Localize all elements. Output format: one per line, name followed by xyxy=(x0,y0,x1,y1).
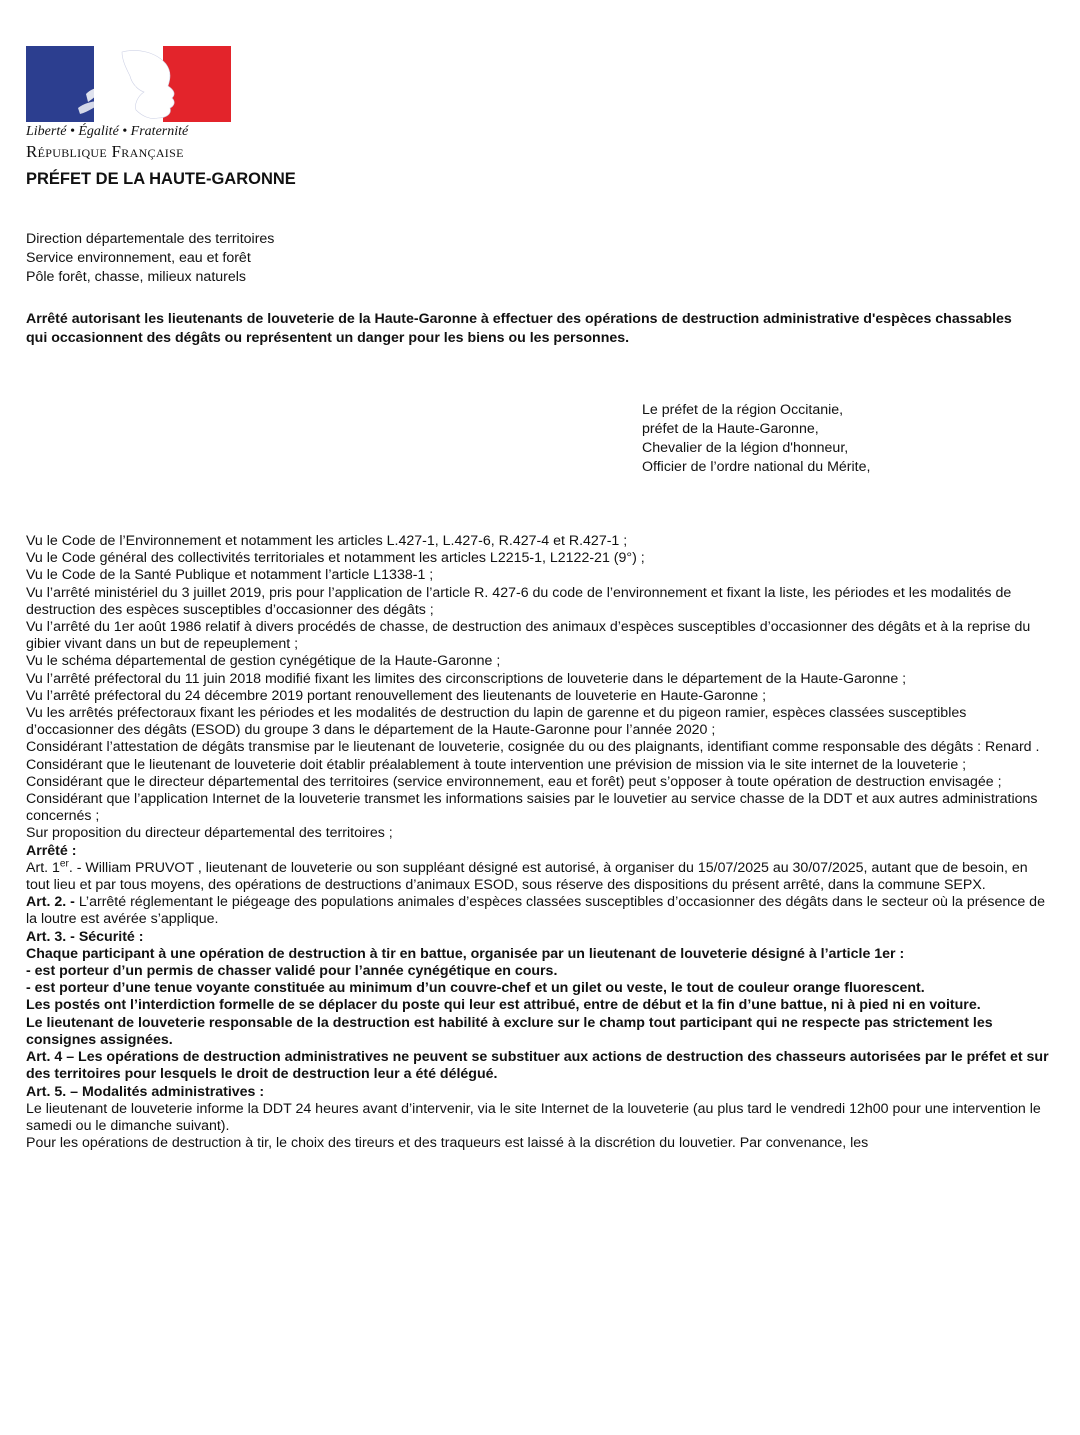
visa-paragraph: Vu les arrêtés préfectoraux fixant les périodes et les modalités de destruction du lapin de garenne et du pigeon ramier, espèces classées susceptibles d’occasionner des dégâts (ESOD) du groupe 3 dans le département de la Haute-Garonne pour l’année 2020 ; xyxy=(26,705,967,739)
republic-motto: Liberté • Égalité • Fraternité xyxy=(26,124,189,139)
signatory-line: Officier de l’ordre national du Mérite, xyxy=(642,459,871,475)
article-2-text: L’arrêté réglementant le piégeage des populations animales d’espèces classées susceptibles d’occasionner des dégâts dans le secteur où la présence de la loutre est avérée s’applique. xyxy=(26,894,1045,928)
service-line: Direction départementale des territoires xyxy=(26,231,275,247)
article-5-paragraph: Pour les opérations de destruction à tir, le choix des tireurs et des traqueurs est laissé à la discrétion du louvetier. Par convenance, les xyxy=(26,1135,869,1152)
visa-paragraph: Considérant que le directeur départemental des territoires (service environnement, eau et forêt) peut s’opposer à toute opération de destruction envisagée ; xyxy=(26,773,1002,790)
article-3-line: - est porteur d’une tenue voyante constituée au minimum d’un couvre-chef et un gilet ou veste, le tout de couleur orange fluorescent. xyxy=(26,980,925,997)
article-5-paragraph: Le lieutenant de louveterie informe la DDT 24 heures avant d’intervenir, via le site Internet de la louveterie (au plus tard le vendredi 12h00 pour une intervention le samedi ou le dimanche suivant). xyxy=(26,1100,1041,1134)
signatory-line: Chevalier de la légion d'honneur, xyxy=(642,440,849,456)
visa-paragraph: Vu le schéma départemental de gestion cynégétique de la Haute-Garonne ; xyxy=(26,653,501,670)
article-2-label: Art. 2. - xyxy=(26,894,75,911)
article-3-label: Art. 3. - Sécurité : xyxy=(26,928,144,945)
marianne-logo-icon xyxy=(26,46,231,122)
article-3-line: Les postés ont l’interdiction formelle de se déplacer du poste qui leur est attribué, entre de début et la fin d’une battue, ni à pied ni en voiture. xyxy=(26,997,981,1014)
visa-paragraph: Considérant l’attestation de dégâts transmise par le lieutenant de louveterie, cosignée du ou des plaignants, identifiant comme responsable des dégâts : Renard . xyxy=(26,739,1040,756)
visa-paragraph: Vu l’arrêté préfectoral du 24 décembre 2019 portant renouvellement des lieutenants de louveterie en Haute-Garonne ; xyxy=(26,687,767,704)
signatory-line: Le préfet de la région Occitanie, xyxy=(642,402,844,418)
visa-paragraph: Vu l’arrêté du 1er août 1986 relatif à divers procédés de chasse, de destruction des animaux d’espèces susceptibles d’occasionner des dégâts et à la reprise du gibier vivant dans un but de repeuplement ; xyxy=(26,619,1031,653)
service-line: Pôle forêt, chasse, milieux naturels xyxy=(26,269,247,285)
visa-paragraph: Considérant que le lieutenant de louveterie doit établir préalablement à toute intervention une prévision de mission via le site internet de la louveterie ; xyxy=(26,756,967,773)
visa-paragraph: Sur proposition du directeur départemental des territoires ; xyxy=(26,825,393,842)
article-3-line: - est porteur d’un permis de chasser validé pour l’année cynégétique en cours. xyxy=(26,963,558,980)
article-4: Art. 4 – Les opérations de destruction administratives ne peuvent se substituer aux actions de destruction des chasseurs autorisées par le préfet et sur des territoires pour lesquels le droit de destruction leur a été délégué. xyxy=(26,1049,1049,1083)
visa-paragraph: Vu l’arrêté ministériel du 3 juillet 2019, pris pour l’application de l’article R. 427-6 du code de l’environnement et fixant la liste, les périodes et les modalités de destruction des espèces susceptibles d’occasionner des dégâts ; xyxy=(26,584,1012,618)
signatory-block xyxy=(642,401,870,477)
article-3-line: Le lieutenant de louveterie responsable de la destruction est habilité à exclure sur le champ tout participant qui ne respecte pas strictement les consignes assignées. xyxy=(26,1014,993,1048)
visa-paragraph: Vu le Code général des collectivités territoriales et notamment les articles L2215-1, L2122-21 (9°) ; xyxy=(26,550,645,567)
marianne-logo-block xyxy=(26,46,246,160)
service-block xyxy=(26,230,274,287)
article-1-sup: er xyxy=(59,858,69,870)
document-body xyxy=(26,533,1054,1152)
article-1-text: . - William PRUVOT , lieutenant de louveterie ou son suppléant désigné est autorisé, à organiser du 15/07/2025 au 30/07/2025, autant que de besoin, en tout lieu et par tous moyens, des opérations de destructions d’animaux ESOD, sous réserve des dispositions du présent arrêté, dans la commune SEPX. xyxy=(26,859,1028,894)
visa-paragraph: Vu le Code de l’Environnement et notamment les articles L.427-1, L.427-6, R.427-4 et R.427-1 ; xyxy=(26,533,628,549)
prefet-heading: PRÉFET DE LA HAUTE-GARONNE xyxy=(26,170,296,188)
article-2 xyxy=(26,894,1054,928)
article-1-label: Art. 1 xyxy=(26,859,60,876)
service-line: Service environnement, eau et forêt xyxy=(26,250,251,266)
signatory-line: préfet de la Haute-Garonne, xyxy=(642,421,819,437)
visa-paragraph: Vu l’arrêté préfectoral du 11 juin 2018 modifié fixant les limites des circonscriptions de louveterie dans le département de la Haute-Garonne ; xyxy=(26,670,907,687)
visa-paragraph: Vu le Code de la Santé Publique et notamment l’article L1338-1 ; xyxy=(26,567,434,584)
article-1 xyxy=(26,860,1054,894)
article-5-label: Art. 5. – Modalités administratives : xyxy=(26,1083,265,1100)
republique-francaise: République Française xyxy=(26,142,184,161)
article-3-line: Chaque participant à une opération de destruction à tir en battue, organisée par un lieutenant de louveterie désigné à l’article 1er : xyxy=(26,945,905,962)
visa-paragraph: Considérant que l’application Internet de la louveterie transmet les informations saisies par le louvetier au service chasse de la DDT et aux autres administrations concernés ; xyxy=(26,791,1038,825)
document-title: Arrêté autorisant les lieutenants de louveterie de la Haute-Garonne à effectuer des opérations de destruction administrative d'espèces chassables qui occasionnent des dégâts ou représentent un danger pour les biens ou les personnes. xyxy=(26,311,1012,346)
arrete-label: Arrêté : xyxy=(26,842,77,859)
